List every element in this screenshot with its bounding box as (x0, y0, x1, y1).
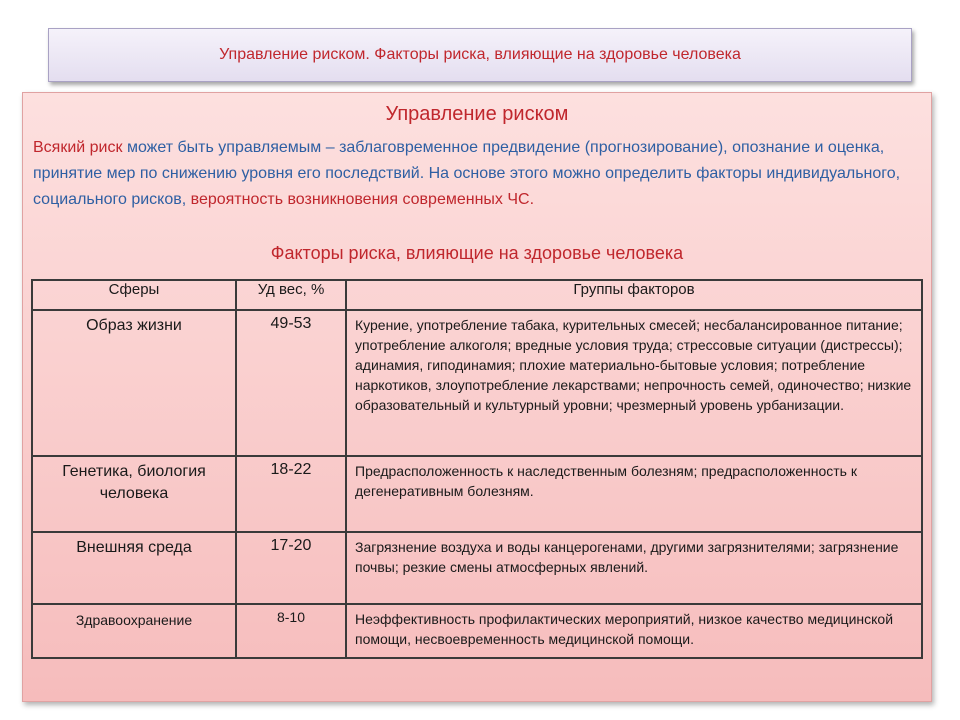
slide-title-box (48, 28, 912, 82)
groups-cell: Неэффективность профилактических мероприятий, низкое качество медицинской помощи, несвоевременность медицинской помощи. (346, 604, 922, 658)
header-groups: Группы факторов (346, 280, 922, 310)
table-row (32, 310, 922, 456)
section-heading: Управление риском (385, 103, 569, 125)
groups-cell: Курение, употребление табака, курительных смесей; несбалансированное питание; употребление алкоголя; вредные условия труда; стрессовые ситуации (дистрессы); адинамия, гиподинамия; плохие материально-бытовые условия; потребление наркотиков, злоупотребление лекарствами; непрочность семей, одиночество; низкие образовательный и культурный уровни; чрезмерный уровень урбанизации. (346, 310, 922, 456)
slide-title: Управление риском. Факторы риска, влияющие на здоровье человека (219, 46, 741, 63)
intro-tail: вероятность возникновения современных ЧС. (190, 191, 535, 208)
sphere-cell: Внешняя среда (32, 532, 236, 604)
groups-cell: Предрасположенность к наследственным болезням; предрасположенность к дегенеративным болезням. (346, 456, 922, 532)
intro-lead: Всякий риск (33, 139, 123, 156)
weight-cell: 49-53 (236, 310, 346, 456)
table-header-row (32, 280, 922, 310)
header-sphere: Сферы (32, 280, 236, 310)
sphere-cell: Здравоохранение (32, 604, 236, 658)
content-panel (22, 92, 932, 702)
table-heading: Факторы риска, влияющие на здоровье человека (270, 243, 684, 263)
intro-text: может быть управляемым – заблаговременное предвидение (прогнозирование), опознание и оценка, принятие мер по снижению уровня его последствий. На основе этого можно определить факторы индивидуального, социального рисков, (33, 139, 901, 208)
sphere-cell: Образ жизни (32, 310, 236, 456)
table-row (32, 456, 922, 532)
risk-factors-table (31, 279, 923, 659)
groups-cell: Загрязнение воздуха и воды канцерогенами, другими загрязнителями; загрязнение почвы; резкие смены атмосферных явлений. (346, 532, 922, 604)
weight-cell: 8-10 (236, 604, 346, 658)
sphere-cell: Генетика, биология человека (32, 456, 236, 532)
table-row (32, 604, 922, 658)
weight-cell: 18-22 (236, 456, 346, 532)
table-row (32, 532, 922, 604)
header-weight: Уд вес, % (236, 280, 346, 310)
intro-paragraph (33, 135, 903, 213)
weight-cell: 17-20 (236, 532, 346, 604)
